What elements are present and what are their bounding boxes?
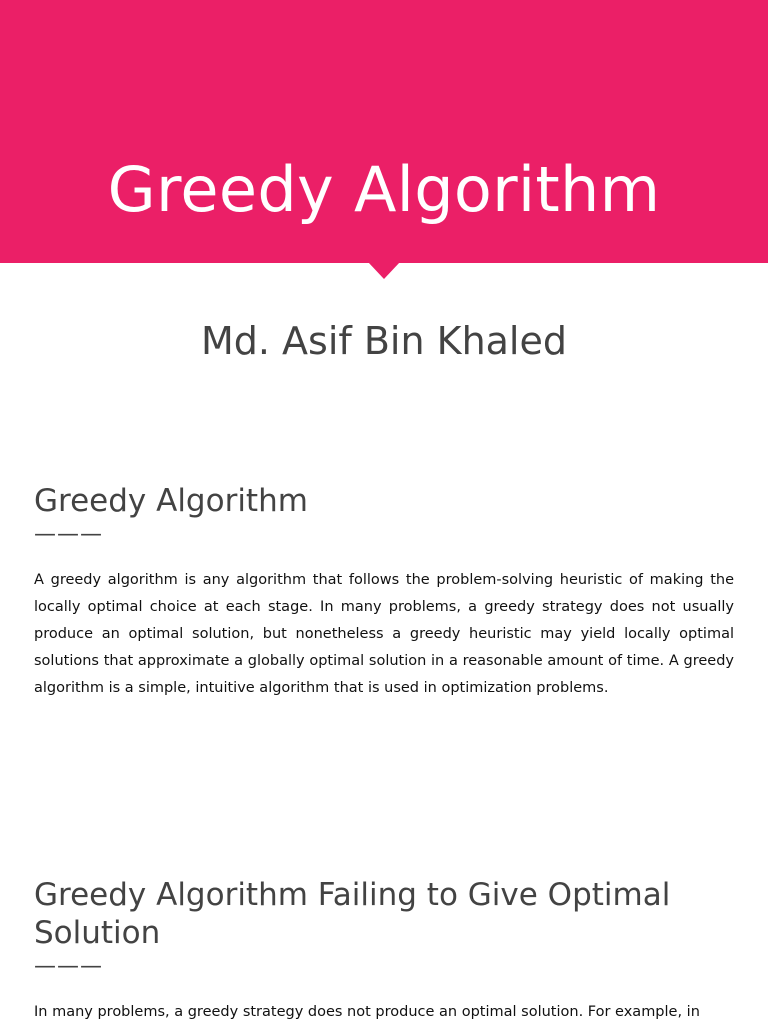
section-paragraph: A greedy algorithm is any algorithm that follows the problem-solving heuristic of making the locally optimal choice at each stage. In many problems, a greedy strategy does not usually produce an optimal solution, but nonetheless a greedy heuristic may yield locally optimal solutions that approximate a globally optimal solution in a reasonable amount of time. A greedy algorithm is a simple, intuitive algorithm that is used in optimization problems.	[34, 572, 734, 696]
section-heading: Greedy Algorithm	[34, 483, 308, 519]
banner-pointer-arrow	[368, 262, 400, 279]
section-paragraph: In many problems, a greedy strategy does not produce an optimal solution. For example, in	[34, 1004, 700, 1020]
section-greedy-algorithm	[34, 482, 734, 702]
title-banner	[0, 0, 768, 263]
section-divider: ———	[34, 522, 103, 547]
author-name: Md. Asif Bin Khaled	[200, 319, 567, 363]
section-greedy-failing	[34, 876, 734, 1024]
section-heading: Greedy Algorithm Failing to Give Optimal Solution	[34, 877, 671, 951]
document-title: Greedy Algorithm	[107, 153, 661, 226]
section-divider: ———	[34, 954, 103, 979]
